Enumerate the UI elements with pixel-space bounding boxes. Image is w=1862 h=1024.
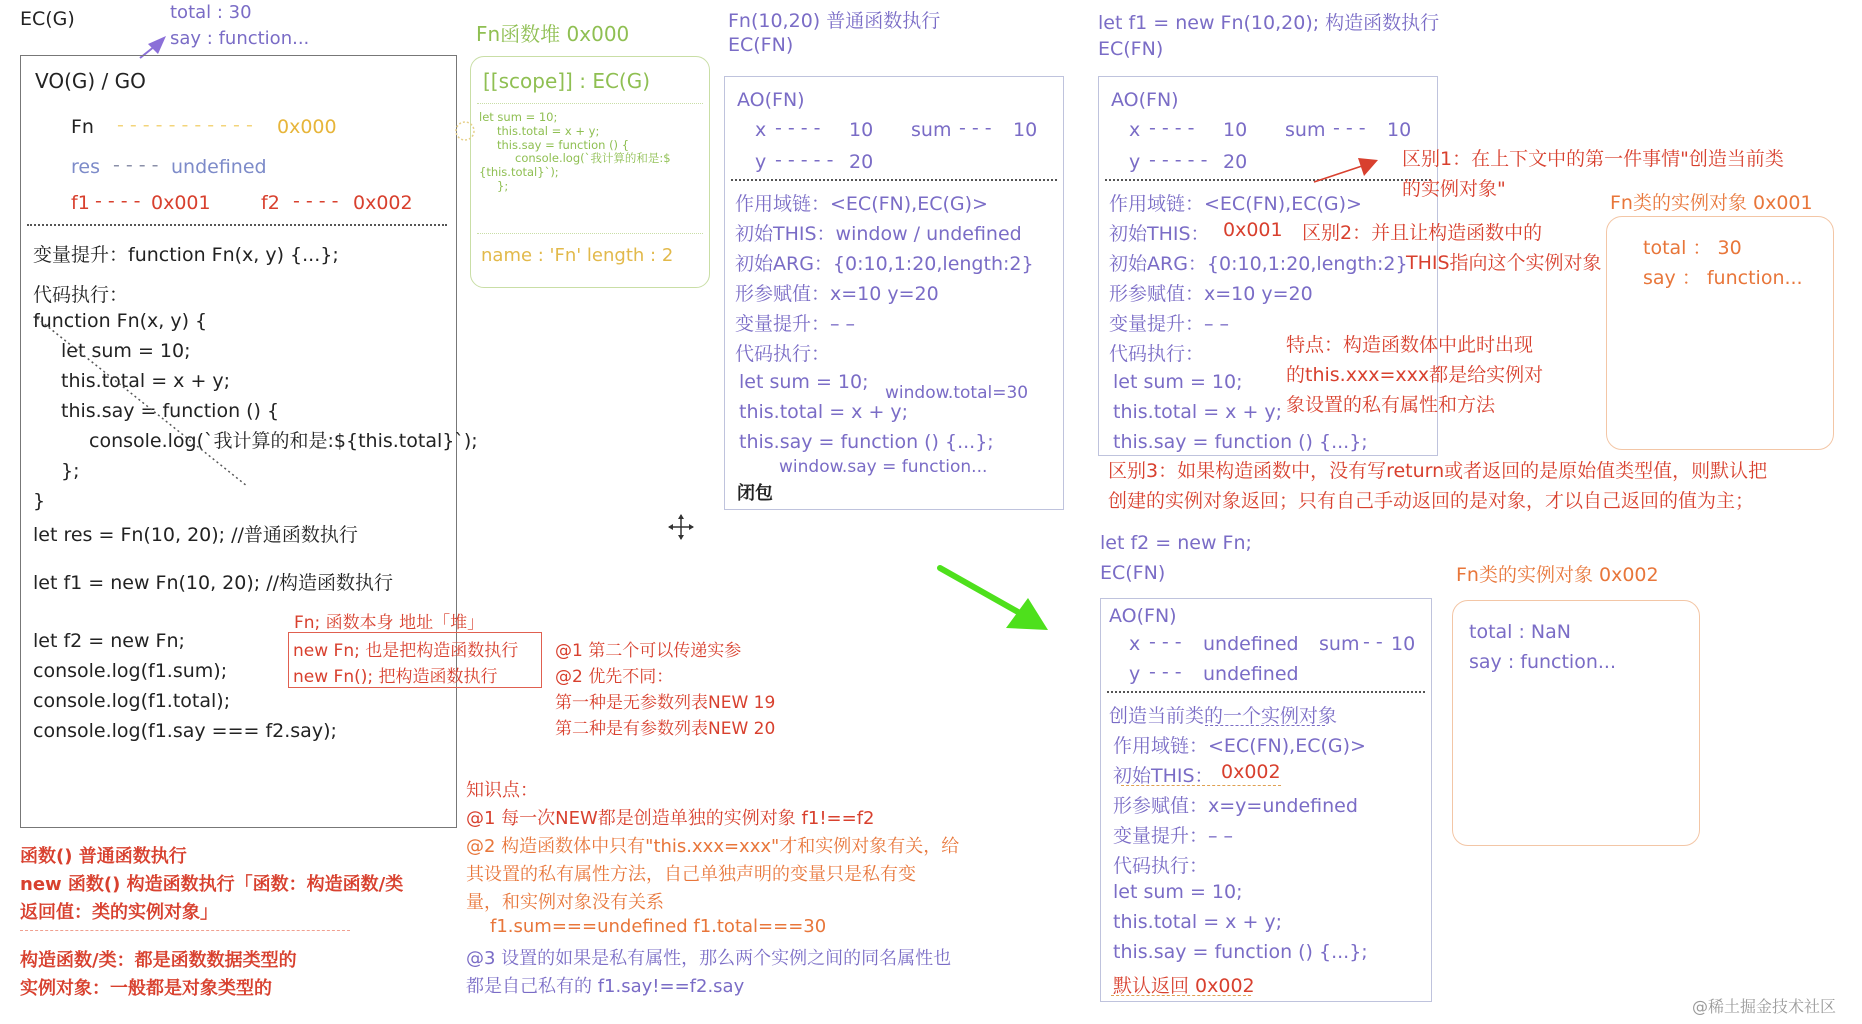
vo-hoist: 变量提升：function Fn(x, y) {...}; [33, 244, 339, 266]
new-params: 形参赋值：x=10 y=20 [1109, 283, 1313, 305]
new-sum-val: 10 [1387, 119, 1412, 141]
heap-code [479, 111, 671, 194]
heap-box [470, 56, 710, 288]
diff1-line-2: 的实例对象" [1402, 178, 1506, 200]
new-sum-dashes: - - - [1333, 117, 1366, 139]
note-new-fn: new Fn; 也是把构造函数执行 [293, 641, 519, 661]
ecg-annotation-total: total : 30 [170, 2, 252, 23]
vo-res-name: res [71, 156, 100, 178]
vo-fn-dashes: - - - - - - - - - - - [117, 114, 253, 136]
inst1-box [1606, 216, 1834, 450]
bottom-note-4: 构造函数/类：都是函数数据类型的 [20, 950, 297, 971]
note-diff-3: 第一种是无参数列表NEW 19 [555, 693, 776, 713]
new2-params: 形参赋值：x=y=undefined [1113, 795, 1358, 817]
knowledge-title: 知识点： [466, 780, 538, 801]
knowledge-2: @2 构造函数体中只有"this.xxx=xxx"才和实例对象有关，给 [466, 836, 960, 857]
new2-box [1100, 598, 1432, 1002]
vo-code-line: let f2 = new Fn; [33, 630, 185, 652]
new2-y: y [1129, 663, 1141, 685]
vo-code-line: console.log(f1.sum); [33, 660, 228, 682]
knowledge-1: @1 每一次NEW都是创造单独的实例对象 f1!==f2 [466, 808, 875, 829]
inst2-title: Fn类的实例对象 0x002 [1456, 564, 1659, 586]
vo-f1-dashes: - - - - [95, 190, 141, 212]
diff1-pointer-arrow [1310, 148, 1390, 188]
vo-go-box [20, 55, 478, 828]
new-arg: 初始ARG：{0:10,1:20,length:2} [1109, 253, 1408, 275]
new-this-val: 0x001 [1223, 219, 1283, 241]
normal-ao: AO(FN) [737, 89, 805, 111]
vo-code-line: }; [61, 460, 80, 482]
vo-code-line: let f1 = new Fn(10, 20); //构造函数执行 [33, 572, 394, 594]
note-new-box [288, 632, 542, 688]
diff3-line-2: 创建的实例对象返回；只有自己手动返回的是对象，才以自己返回的值为主； [1108, 490, 1755, 512]
vo-f2-addr: 0x002 [353, 192, 413, 214]
inst2-say: say : function... [1469, 651, 1616, 673]
new-ec: EC(FN) [1098, 38, 1164, 60]
new-code-1: let sum = 10; [1113, 371, 1243, 393]
heap-code-line: {this.total}`); [479, 165, 559, 180]
heap-divider-1 [477, 103, 703, 104]
vo-code-line: console.log(`我计算的和是:${this.total}`); [89, 430, 478, 452]
normal-window-total: window.total=30 [885, 383, 1029, 403]
feature-line-3: 象设置的私有属性和方法 [1286, 394, 1496, 416]
vo-exec-title: 代码执行： [33, 284, 129, 306]
normal-divider [731, 179, 1057, 181]
normal-title: Fn(10,20) 普通函数执行 [728, 10, 941, 32]
bottom-note-divider [20, 930, 350, 931]
new-hoist: 变量提升：– – [1109, 313, 1230, 335]
normal-this: 初始THIS：window / undefined [735, 223, 1022, 245]
normal-window-say: window.say = function... [779, 457, 988, 477]
normal-y-dashes: - - - - - [775, 149, 834, 171]
vo-res-val: undefined [171, 156, 267, 178]
new2-sum: sum [1319, 633, 1360, 655]
heap-connector-icon [452, 118, 478, 144]
move-cursor-icon [668, 514, 694, 540]
new2-create: 创造当前类的一个实例对象 [1109, 705, 1338, 727]
vo-f2-name: f2 [261, 192, 280, 214]
new-code-3: this.say = function () {...}; [1113, 431, 1368, 453]
new2-create-underline [1205, 725, 1325, 726]
heap-code-line: }; [497, 178, 509, 193]
new-title: let f1 = new Fn(10,20); 构造函数执行 [1098, 12, 1440, 34]
new-y-dashes: - - - - - [1149, 149, 1208, 171]
green-flow-arrow [936, 562, 1056, 642]
vo-title: VO(G) / GO [35, 69, 146, 93]
inst1-title: Fn类的实例对象 0x001 [1610, 192, 1813, 214]
vo-res-dashes: - - - - [113, 154, 159, 176]
heap-divider-2 [477, 233, 703, 234]
new-this-label: 初始THIS： [1109, 223, 1210, 245]
ecg-title: EC(G) [20, 8, 75, 30]
heap-code-line: let sum = 10; [479, 110, 558, 124]
normal-sum-val: 10 [1013, 119, 1038, 141]
bottom-note-5: 实例对象：一般都是对象类型的 [20, 978, 272, 999]
new2-this-val: 0x002 [1221, 761, 1281, 783]
new2-x: x [1129, 633, 1141, 655]
diff2-line-1: 区别2：并且让构造函数中的 [1302, 222, 1543, 244]
feature-line-1: 特点：构造函数体中此时出现 [1286, 334, 1534, 356]
normal-x-dashes: - - - - [775, 117, 821, 139]
new-y-val: 20 [1223, 151, 1248, 173]
new2-title: let f2 = new Fn; [1100, 532, 1252, 554]
note-fn-itself: Fn; 函数本身 地址「堆」 [294, 613, 485, 633]
new-y: y [1129, 151, 1141, 173]
normal-sum: sum [911, 119, 952, 141]
vo-fn-name: Fn [71, 116, 94, 138]
new2-code-1: let sum = 10; [1113, 881, 1243, 903]
new2-sum-dashes: - - [1363, 631, 1383, 653]
note-new-fn-call: new Fn(); 把构造函数执行 [293, 667, 498, 687]
watermark: @稀土掘金技术社区 [1692, 997, 1837, 1016]
knowledge-4: 量，和实例对象没有关系 [466, 892, 664, 913]
knowledge-7: 都是自己私有的 f1.say!==f2.say [466, 976, 745, 997]
new2-return-underline [1111, 995, 1251, 996]
normal-code-1: let sum = 10; [739, 371, 869, 393]
knowledge-6: @3 设置的如果是私有属性，那么两个实例之间的同名属性也 [466, 948, 952, 969]
new2-code-2: this.total = x + y; [1113, 911, 1283, 933]
inst2-total: total : NaN [1469, 621, 1571, 643]
heap-code-line: this.say = function () { [497, 137, 630, 152]
inst1-say: say ： function... [1643, 267, 1803, 289]
new2-code-3: this.say = function () {...}; [1113, 941, 1368, 963]
vo-code-line: let sum = 10; [61, 340, 191, 362]
vo-code-line: function Fn(x, y) { [33, 310, 208, 332]
bottom-note-1: 函数() 普通函数执行 [20, 846, 187, 867]
diff1-line-1: 区别1：在上下文中的第一件事情"创造当前类 [1402, 148, 1784, 170]
vo-code-line: this.say = function () { [61, 400, 280, 422]
new2-x-val: undefined [1203, 633, 1299, 655]
bottom-note-3: 返回值：类的实例对象」 [20, 902, 218, 923]
heap-code-line: this.total = x + y; [497, 123, 600, 138]
vo-code-line: } [33, 490, 46, 512]
new-x-val: 10 [1223, 119, 1248, 141]
new2-scope-chain: 作用域链：<EC(FN),EC(G)> [1113, 735, 1366, 757]
normal-scope-chain: 作用域链：<EC(FN),EC(G)> [735, 193, 988, 215]
new-ao: AO(FN) [1111, 89, 1179, 111]
vo-code-line: console.log(f1.total); [33, 690, 231, 712]
new2-sum-val: 10 [1391, 633, 1416, 655]
diff2-line-2: THIS指向这个实例对象 [1406, 252, 1602, 274]
normal-x: x [755, 119, 767, 141]
heap-props: name : 'Fn' length : 2 [481, 245, 674, 266]
vo-code-line: let res = Fn(10, 20); //普通函数执行 [33, 524, 358, 546]
vo-f2-dashes: - - - - [293, 190, 339, 212]
new2-divider [1107, 691, 1425, 693]
new2-x-dashes: - - - [1149, 631, 1182, 653]
normal-code-2: this.total = x + y; [739, 401, 909, 423]
normal-ec: EC(FN) [728, 34, 794, 56]
diff3-line-1: 区别3：如果构造函数中，没有写return或者返回的是原始值类型值，则默认把 [1108, 460, 1768, 482]
new-x: x [1129, 119, 1141, 141]
normal-hoist: 变量提升：– – [735, 313, 856, 335]
new2-y-dashes: - - - [1149, 661, 1182, 683]
new-code-2: this.total = x + y; [1113, 401, 1283, 423]
vo-fn-addr: 0x000 [277, 116, 337, 138]
normal-y: y [755, 151, 767, 173]
inst2-box [1452, 600, 1700, 846]
heap-code-line: console.log(`我计算的和是:$ [515, 151, 671, 166]
note-diff-1: @1 第二个可以传递实参 [555, 641, 742, 661]
new2-this-underline [1121, 785, 1281, 786]
vo-f1-addr: 0x001 [151, 192, 211, 214]
new-x-dashes: - - - - [1149, 117, 1195, 139]
bottom-note-2: new 函数() 构造函数执行「函数：构造函数/类 [20, 874, 404, 895]
new2-ao: AO(FN) [1109, 605, 1177, 627]
new2-exec: 代码执行： [1113, 855, 1209, 877]
note-diff-2: @2 优先不同： [555, 667, 674, 687]
feature-line-2: 的this.xxx=xxx都是给实例对 [1286, 364, 1544, 386]
normal-exec: 代码执行： [735, 343, 831, 365]
new2-this-label: 初始THIS： [1113, 765, 1214, 787]
new2-ec: EC(FN) [1100, 562, 1166, 584]
heap-title: Fn函数堆 0x000 [476, 22, 630, 46]
heap-scope: [[scope]] : EC(G) [483, 69, 651, 93]
normal-closure: 闭包 [737, 483, 773, 504]
normal-y-val: 20 [849, 151, 874, 173]
knowledge-3: 其设置的私有属性方法，自己单独声明的变量只是私有变 [466, 864, 916, 885]
normal-code-3: this.say = function () {...}; [739, 431, 994, 453]
vo-code-line: this.total = x + y; [61, 370, 231, 392]
new2-hoist: 变量提升：– – [1113, 825, 1234, 847]
normal-box [724, 76, 1064, 510]
normal-params: 形参赋值：x=10 y=20 [735, 283, 939, 305]
new-scope-chain: 作用域链：<EC(FN),EC(G)> [1109, 193, 1362, 215]
ecg-annotation-say: say : function... [170, 28, 310, 49]
new-exec: 代码执行： [1109, 343, 1205, 365]
vo-dotted-diagonal [21, 56, 458, 829]
new-sum: sum [1285, 119, 1326, 141]
normal-sum-dashes: - - - [959, 117, 992, 139]
vo-code-line: console.log(f1.say === f2.say); [33, 720, 337, 742]
new2-return: 默认返回 0x002 [1113, 975, 1255, 997]
normal-arg: 初始ARG：{0:10,1:20,length:2} [735, 253, 1034, 275]
normal-x-val: 10 [849, 119, 874, 141]
knowledge-5: f1.sum===undefined f1.total===30 [490, 916, 827, 937]
vo-f1-name: f1 [71, 192, 90, 214]
inst1-total: total ： 30 [1643, 237, 1742, 259]
note-diff-4: 第二种是有参数列表NEW 20 [555, 719, 776, 739]
new2-y-val: undefined [1203, 663, 1299, 685]
